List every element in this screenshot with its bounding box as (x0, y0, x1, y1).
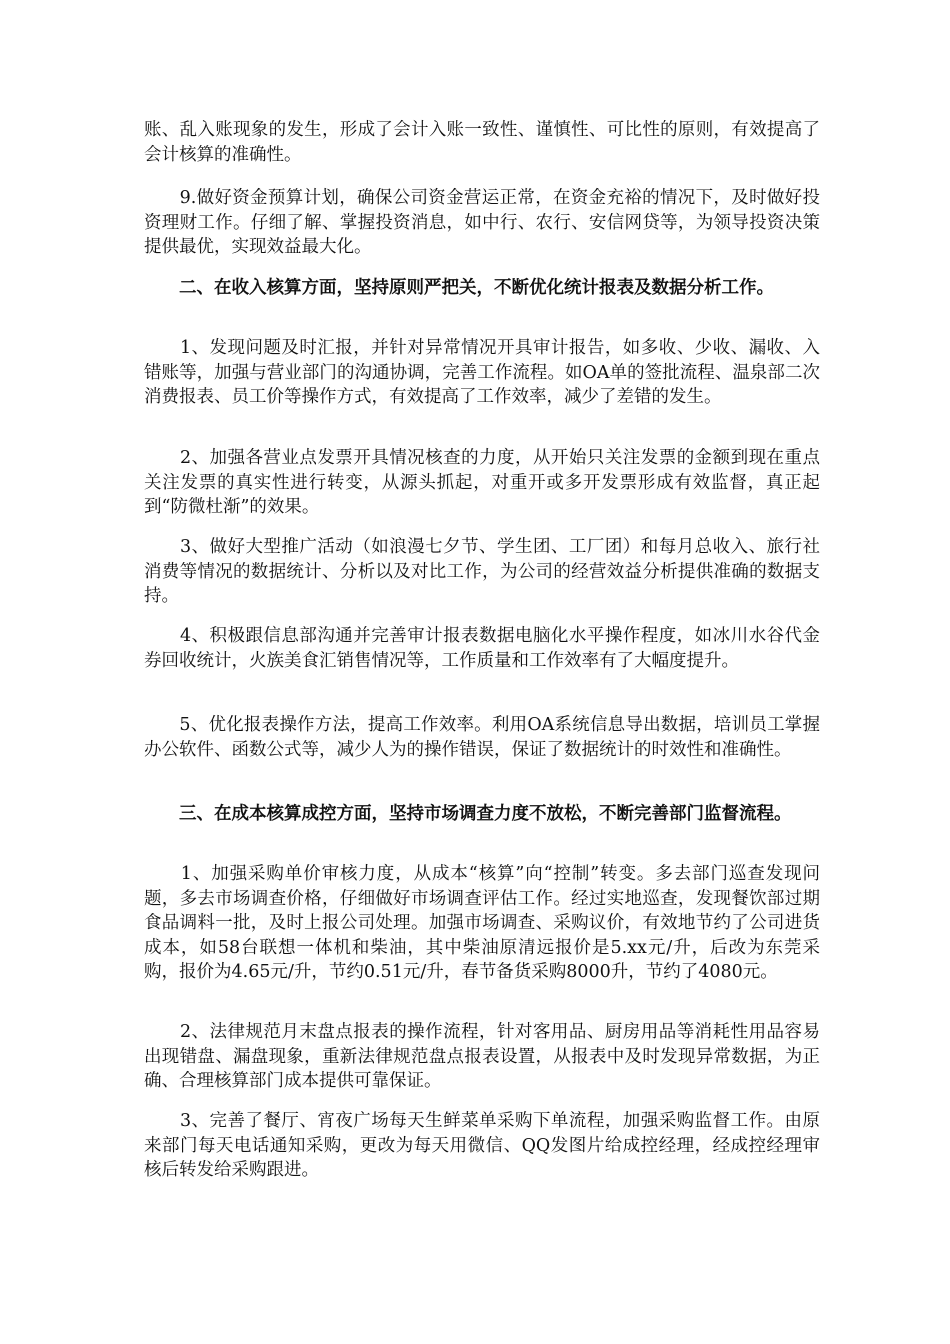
paragraph-revenue-item-5: 5、优化报表操作方法，提高工作效率。利用OA系统信息导出数据，培训员工掌握办公软件、函数公式等，减少人为的操作错误，保证了数据统计的时效性和准确性。 (144, 715, 820, 760)
paragraph-revenue-item-1: 1、发现问题及时汇报，并针对异常情况开具审计报告，如多收、少收、漏收、入错账等，加强与营业部门的沟通协调，完善工作流程。如OA单的签批流程、温泉部二次消费报表、员工价等操作方式，有效提高了工作效率，减少了差错的发生。 (144, 338, 820, 407)
section-heading-revenue-accounting: 二、在收入核算方面，坚持原则严把关，不断优化统计报表及数据分析工作。 (144, 278, 774, 298)
paragraph-cost-item-3: 3、完善了餐厅、宵夜广场每天生鲜菜单采购下单流程，加强采购监督工作。由原来部门每天电话通知采购，更改为每天用微信、QQ发图片给成控经理，经成控经理审核后转发给采购跟进。 (144, 1111, 820, 1180)
paragraph-revenue-item-4: 4、积极跟信息部沟通并完善审计报表数据电脑化水平操作程度，如冰川水谷代金券回收统计，火族美食汇销售情况等，工作质量和工作效率有了大幅度提升。 (144, 626, 820, 671)
paragraph-revenue-item-2: 2、加强各营业点发票开具情况核查的力度，从开始只关注发票的金额到现在重点关注发票的真实性进行转变，从源头抓起，对重开或多开发票形成有效监督，真正起到“防微杜渐”的效果。 (144, 448, 820, 517)
paragraph-revenue-item-3: 3、做好大型推广活动（如浪漫七夕节、学生团、工厂团）和每月总收入、旅行社消费等情况的数据统计、分析以及对比工作，为公司的经营效益分析提供准确的数据支持。 (144, 537, 820, 606)
paragraph-accounting-consistency: 账、乱入账现象的发生，形成了会计入账一致性、谨慎性、可比性的原则，有效提高了会计核算的准确性。 (144, 120, 820, 165)
paragraph-cost-item-2: 2、法律规范月末盘点报表的操作流程，针对客用品、厨房用品等消耗性用品容易出现错盘、漏盘现象，重新法律规范盘点报表设置，从报表中及时发现异常数据，为正确、合理核算部门成本提供可靠保证。 (144, 1022, 820, 1091)
paragraph-cost-item-1: 1、加强采购单价审核力度，从成本“核算”向“控制”转变。多去部门巡查发现问题，多去市场调查价格，仔细做好市场调查评估工作。经过实地巡查，发现餐饮部过期食品调料一批，及时上报公司处理。加强市场调查、采购议价，有效地节约了公司进货成本，如58台联想一体机和柴油，其中柴油原清远报价是5.xx元/升，后改为东莞采购，报价为4.65元/升，节约0.51元/升，春节备货采购8000升，节约了4080元。 (144, 864, 820, 982)
section-heading-cost-control: 三、在成本核算成控方面，坚持市场调查力度不放松，不断完善部门监督流程。 (144, 804, 792, 824)
paragraph-item-9-budget: 9.做好资金预算计划，确保公司资金营运正常，在资金充裕的情况下，及时做好投资理财工作。仔细了解、掌握投资消息，如中行、农行、安信网贷等，为领导投资决策提供最优，实现效益最大化。 (144, 188, 820, 257)
